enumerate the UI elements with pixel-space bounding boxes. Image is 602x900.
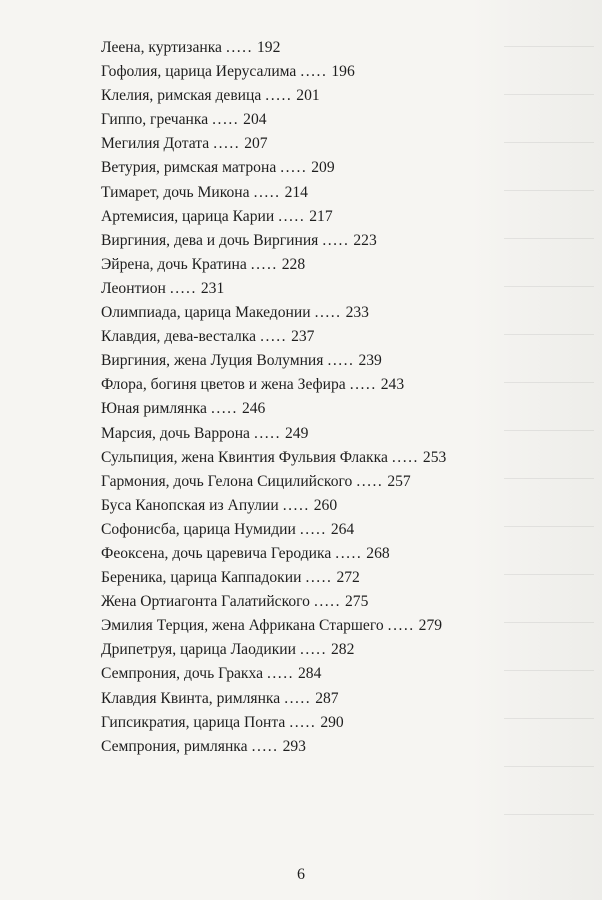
toc-entry-page: 275	[344, 593, 369, 611]
toc-entry-title: Гармония, дочь Гелона Сицилийского	[101, 472, 353, 490]
toc-entry	[101, 84, 461, 108]
toc-leader-dots: .....	[278, 207, 306, 225]
toc-entry-title: Виргиния, жена Луция Волумния	[101, 352, 324, 370]
toc-entry-page: 282	[330, 641, 355, 659]
toc-entry-page: 223	[353, 231, 377, 249]
show-through-line	[504, 94, 594, 95]
toc-entry	[101, 349, 461, 373]
toc-leader-dots: .....	[313, 593, 341, 611]
toc-entry-page: 264	[330, 520, 355, 538]
toc-entry	[101, 156, 461, 180]
toc-entry-title: Марсия, дочь Варрона	[101, 424, 250, 442]
toc-entry-title: Семпрония, римлянка	[101, 737, 248, 755]
toc-leader-dots: .....	[280, 159, 308, 177]
toc-leader-dots: .....	[282, 496, 310, 514]
toc-entry	[101, 542, 461, 566]
toc-leader-dots: .....	[387, 617, 415, 635]
toc-leader-dots: .....	[335, 544, 363, 562]
toc-entry-title: Флора, богиня цветов и жена Зефира	[101, 376, 346, 394]
toc-entry	[101, 735, 461, 759]
toc-entry-title: Гипсикратия, царица Понта	[101, 713, 286, 731]
toc-leader-dots: .....	[253, 183, 281, 201]
toc-leader-dots: .....	[265, 87, 293, 105]
toc-entry-page: 201	[296, 87, 320, 105]
show-through-line	[504, 670, 594, 671]
toc-leader-dots: .....	[253, 424, 281, 442]
toc-entry-title: Клавдия, дева-весталка	[101, 328, 257, 346]
toc-leader-dots: .....	[327, 352, 355, 370]
toc-entry-page: 233	[345, 304, 369, 322]
toc-entry-title: Эмилия Терция, жена Африкана Старшего	[101, 617, 384, 635]
page-number: 6	[297, 866, 305, 883]
toc-entry-title: Виргиния, дева и дочь Виргиния	[101, 231, 319, 249]
toc-entry-page: 246	[241, 400, 266, 418]
show-through-line	[504, 238, 594, 239]
toc-entry	[101, 687, 461, 711]
table-of-contents	[101, 36, 461, 759]
toc-entry	[101, 108, 461, 132]
toc-leader-dots: .....	[299, 641, 327, 659]
show-through-line	[504, 718, 594, 719]
toc-entry-page: 192	[256, 39, 281, 56]
toc-entry	[101, 229, 461, 253]
toc-entry-page: 204	[243, 111, 267, 129]
toc-leader-dots: .....	[250, 255, 278, 273]
toc-leader-dots: .....	[284, 689, 312, 707]
show-through-line	[504, 622, 594, 623]
toc-entry-title: Семпрония, дочь Гракха	[101, 665, 263, 683]
toc-entry	[101, 470, 461, 494]
toc-entry-page: 279	[418, 617, 443, 635]
toc-entry-title: Юная римлянка	[101, 400, 207, 418]
toc-entry-page: 287	[315, 689, 339, 707]
toc-entry-page: 268	[366, 544, 390, 562]
toc-entry	[101, 614, 461, 638]
toc-entry	[101, 60, 461, 84]
toc-entry-page: 217	[309, 207, 333, 225]
toc-leader-dots: .....	[251, 737, 279, 755]
toc-entry	[101, 277, 461, 301]
show-through-line	[504, 526, 594, 527]
toc-entry-page: 214	[284, 183, 308, 201]
show-through-line	[504, 190, 594, 191]
toc-entry-title: Жена Ортиагонта Галатийского	[101, 593, 310, 611]
toc-entry-title: Софонисба, царица Нумидии	[101, 520, 296, 538]
toc-entry	[101, 36, 461, 60]
toc-entry-page: 237	[291, 328, 315, 346]
toc-entry-title: Мегилия Дотата	[101, 135, 210, 153]
toc-entry-page: 284	[298, 665, 322, 683]
toc-entry	[101, 422, 461, 446]
toc-entry-title: Леена, куртизанка	[101, 39, 222, 56]
toc-entry-title: Гофолия, царица Иерусалима	[101, 63, 297, 81]
toc-leader-dots: .....	[300, 63, 328, 81]
toc-entry	[101, 566, 461, 590]
show-through-background	[470, 0, 602, 900]
toc-leader-dots: .....	[391, 448, 419, 466]
toc-entry-page: 257	[387, 472, 411, 490]
toc-entry-page: 253	[422, 448, 447, 466]
show-through-line	[504, 766, 594, 767]
toc-leader-dots: .....	[169, 279, 197, 297]
toc-entry-title: Клелия, римская девица	[101, 87, 262, 105]
toc-leader-dots: .....	[289, 713, 317, 731]
toc-entry-title: Тимарет, дочь Микона	[101, 183, 250, 201]
toc-entry-title: Феоксена, дочь царевича Геродика	[101, 544, 332, 562]
toc-entry-page: 196	[331, 63, 355, 81]
toc-entry-page: 249	[284, 424, 309, 442]
toc-entry-title: Береника, царица Каппадокии	[101, 569, 302, 587]
toc-entry-title: Гиппо, гречанка	[101, 111, 209, 129]
toc-leader-dots: .....	[356, 472, 384, 490]
show-through-line	[504, 46, 594, 47]
toc-entry	[101, 638, 461, 662]
show-through-line	[504, 574, 594, 575]
toc-entry-page: 239	[358, 352, 382, 370]
toc-entry-page: 260	[313, 496, 338, 514]
toc-entry	[101, 494, 461, 518]
show-through-line	[504, 430, 594, 431]
toc-entry	[101, 397, 461, 421]
toc-entry	[101, 325, 461, 349]
toc-leader-dots: .....	[225, 39, 253, 56]
toc-leader-dots: .....	[213, 135, 241, 153]
toc-entry	[101, 253, 461, 277]
show-through-line	[504, 334, 594, 335]
toc-entry-page: 243	[380, 376, 405, 394]
show-through-line	[504, 142, 594, 143]
toc-leader-dots: .....	[349, 376, 377, 394]
toc-entry-title: Дрипетруя, царица Лаодикии	[101, 641, 296, 659]
toc-entry	[101, 711, 461, 735]
toc-entry	[101, 662, 461, 686]
toc-entry-page: 209	[311, 159, 335, 177]
toc-leader-dots: .....	[260, 328, 288, 346]
toc-entry	[101, 590, 461, 614]
toc-entry-title: Леонтион	[101, 279, 166, 297]
toc-leader-dots: .....	[314, 304, 342, 322]
toc-entry-page: 272	[336, 569, 360, 587]
toc-entry	[101, 181, 461, 205]
toc-leader-dots: .....	[299, 520, 327, 538]
show-through-line	[504, 478, 594, 479]
toc-entry-title: Сульпиция, жена Квинтия Фульвия Флакка	[101, 448, 388, 466]
toc-entry-title: Клавдия Квинта, римлянка	[101, 689, 281, 707]
toc-entry-page: 231	[200, 279, 225, 297]
toc-leader-dots: .....	[267, 665, 294, 683]
toc-entry-page: 228	[281, 255, 306, 273]
toc-entry-title: Артемисия, царица Карии	[101, 207, 275, 225]
toc-entry-title: Олимпиада, царица Македонии	[101, 304, 311, 322]
show-through-line	[504, 814, 594, 815]
toc-entry	[101, 301, 461, 325]
toc-entry	[101, 132, 461, 156]
toc-leader-dots: .....	[212, 111, 240, 129]
toc-entry	[101, 446, 461, 470]
toc-entry-page: 207	[244, 135, 268, 153]
toc-leader-dots: .....	[322, 231, 350, 249]
toc-entry	[101, 518, 461, 542]
toc-entry	[101, 205, 461, 229]
toc-entry-title: Ветурия, римская матрона	[101, 159, 277, 177]
show-through-line	[504, 286, 594, 287]
toc-entry-title: Эйрена, дочь Кратина	[101, 255, 247, 273]
toc-entry	[101, 373, 461, 397]
toc-entry-page: 293	[282, 737, 306, 755]
show-through-line	[504, 382, 594, 383]
toc-entry-page: 290	[320, 713, 344, 731]
toc-leader-dots: .....	[305, 569, 333, 587]
toc-entry-title: Буса Канопская из Апулии	[101, 496, 279, 514]
toc-leader-dots: .....	[210, 400, 238, 418]
